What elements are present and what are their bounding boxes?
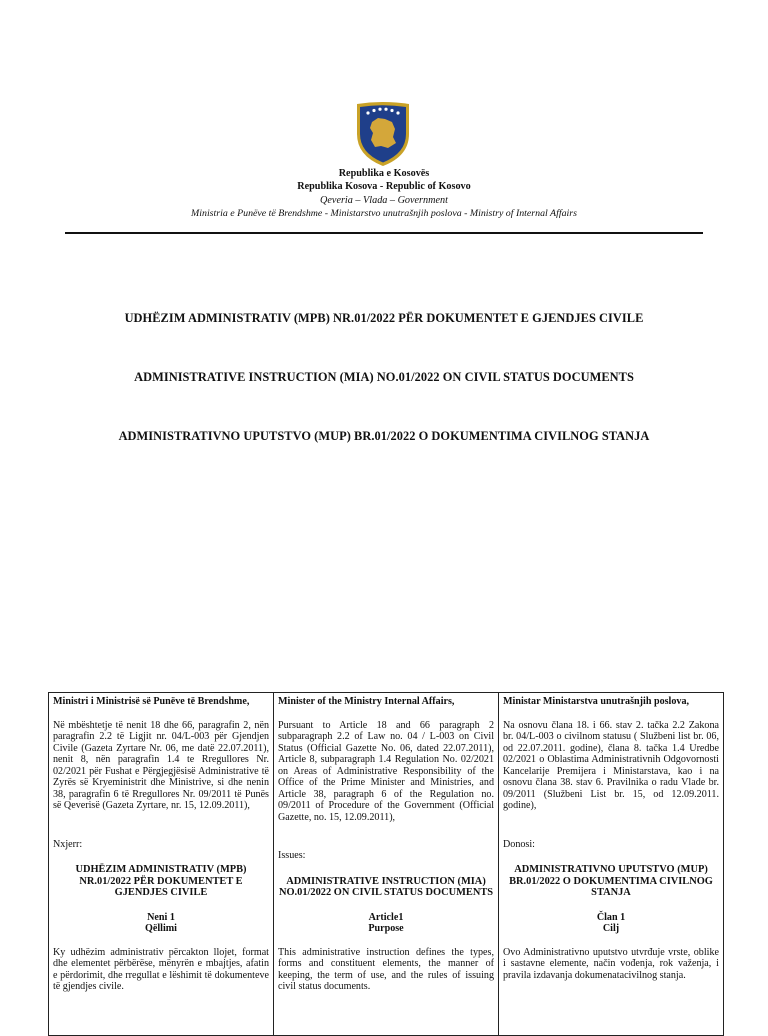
article-text: This administrative instruction defines the types, forms and constituent elements, the manner of keeping, the term of use, and the rules of issuing civil status documents. <box>278 946 494 993</box>
instruction-subtitle: ADMINISTRATIVNO UPUTSTVO (MUP) BR.01/2022 O DOKUMENTIMA CIVILNOG STANJA <box>509 864 713 899</box>
kosovo-coat-of-arms-emblem <box>354 100 412 168</box>
legal-basis-text: Pursuant to Article 18 and 66 paragraph 2 subparagraph 2.2 of Law no. 04 / L-003 on Civil Status (Official Gazette No. 06, dated 22.07.2011), Article 8, subparagraph 1.4 Regulation No. 02/2021 on Areas of Administrative Responsibility of the Office of the Prime Minister and Ministries, and Article 38, paragraph 6 of the Regulation no. 09/2011 of Procedure of the Government (Official Gazette, no. 15, 12.09.2011), <box>278 719 494 823</box>
article-number: Neni 1 <box>147 911 175 923</box>
trilingual-columns-table <box>48 692 724 1036</box>
column-heading: Ministar Ministarstva unutrašnjih poslova, <box>503 696 690 707</box>
article-text: Ky udhëzim administrativ përcakton llojet, format dhe elementet përbërëse, mënyrën e mbajtjes, afatin e përdorimit, dhe rregullat e lëshimit të dokumenteve të gjendjes civile. <box>53 946 269 993</box>
article-name: Purpose <box>368 923 404 935</box>
legal-basis-text: Në mbështetje të nenit 18 dhe 66, paragrafin 2, nën paragrafin 2.2 të Ligjit nr. 04/L-003 për Gjendjen Civile (Gazeta Zyrtare Nr. 06, me datë 22.07.2011), nenit 8, nën paragrafin 1.4 te Rregullores Nr. 02/2021 për Fushat e Përgjegjësisë Administrative të Zyrës së Kryeministrit dhe Ministrive, si dhe nenin 38, paragrafin 6 të Rregullores Nr. 09/2011 të Punës së Qeverisë (Gazeta Zyrtare, nr. 15, 12.09.2011), <box>53 719 269 811</box>
header-government: Qeveria – Vlada – Government <box>320 195 448 206</box>
header-divider-rule <box>65 232 703 234</box>
header-republic-albanian: Republika e Kosovës <box>338 168 430 179</box>
column-heading: Ministri i Ministrisë së Punëve të Brendshme, <box>53 696 250 707</box>
article-name: Qëllimi <box>145 923 177 935</box>
legal-basis-text: Na osnovu člana 18. i 66. stav 2. tačka 2.2 Zakona br. 04/L-003 o civilnom statusu ( Službeni list br. 06, od 22.07.2011. godine), člana 8. tačka 1.4 Uredbe 02/2021 o Oblastima Administrativnih Odgovornosti Kancelarije Premijera i Ministarstava, kao i na osnovu člana 38. stav 6. Pravilnika o radu Vlade br. 09/2011 (Službeni List br. 15, od 12.09.2011. godine), <box>503 719 719 811</box>
document-title-english: ADMINISTRATIVE INSTRUCTION (MIA) NO.01/2022 ON CIVIL STATUS DOCUMENTS <box>134 370 634 384</box>
column-albanian <box>49 693 274 1036</box>
header-republic-trilingual: Republika Kosova - Republic of Kosovo <box>297 181 471 192</box>
document-title-albanian: UDHËZIM ADMINISTRATIV (MPB) NR.01/2022 PËR DOKUMENTET E GJENDJES CIVILE <box>124 311 644 325</box>
article-number: Član 1 <box>596 911 626 923</box>
issues-label: Nxjerr: <box>53 838 83 850</box>
issues-label: Issues: <box>278 850 306 861</box>
instruction-subtitle: UDHËZIM ADMINISTRATIV (MPB) NR.01/2022 PËR DOKUMENTET E GJENDJES CIVILE <box>75 864 247 899</box>
article-text: Ovo Administrativno uputstvo utvrđuje vrste, oblike i sastavne elemente, način vođenja, rok važenja, i pravila izdavanja dokumenatacivilnog stanja. <box>503 946 719 981</box>
issues-label: Donosi: <box>503 838 535 850</box>
article-number: Article1 <box>368 911 404 923</box>
instruction-subtitle: ADMINISTRATIVE INSTRUCTION (MIA) NO.01/2022 ON CIVIL STATUS DOCUMENTS <box>278 875 494 899</box>
header-ministry: Ministria e Punëve të Brendshme - Ministarstvo unutrašnjih poslova - Ministry of Internal Affairs <box>191 208 577 219</box>
column-english <box>274 693 499 1036</box>
column-heading: Minister of the Ministry Internal Affairs, <box>278 696 455 707</box>
document-title-serbian: ADMINISTRATIVNO UPUTSTVO (MUP) BR.01/2022 O DOKUMENTIMA CIVILNOG STANJA <box>118 429 650 443</box>
article-name: Cilj <box>602 923 620 935</box>
column-serbian <box>499 693 724 1036</box>
